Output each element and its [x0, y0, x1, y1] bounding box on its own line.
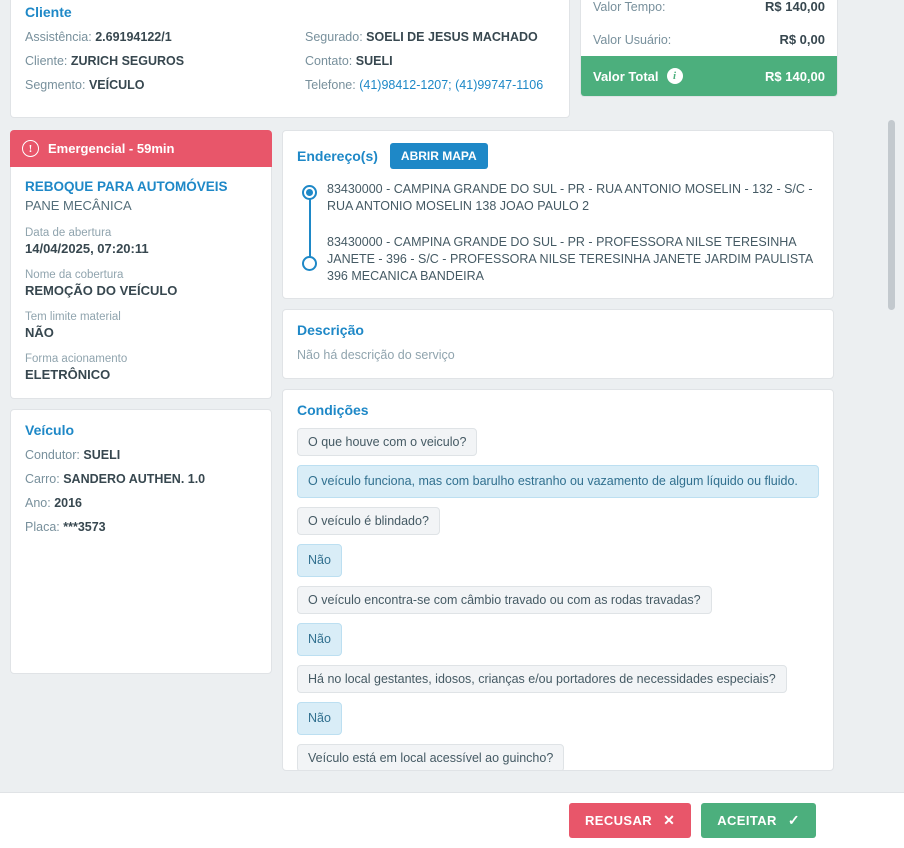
client-field-contato	[305, 54, 555, 68]
client-field-segmento-label: Segmento:	[25, 78, 86, 92]
condition-question: O veículo é blindado?	[297, 507, 440, 535]
vehicle-field-carro-value: SANDERO AUTHEN. 1.0	[63, 472, 206, 486]
vehicle-field-carro-label: Carro:	[25, 472, 60, 486]
content-scrollbar[interactable]	[889, 0, 896, 805]
vehicle-field-ano-label: Ano:	[25, 496, 51, 510]
description-card	[282, 309, 834, 379]
accept-button-label: ACEITAR	[717, 813, 777, 828]
value-total-label: Valor Total	[593, 68, 659, 84]
address-card	[282, 130, 834, 299]
service-field-0-value: 14/04/2025, 07:20:11	[25, 241, 149, 256]
value-row-usuario	[581, 23, 837, 56]
priority-badge-label: Emergencial - 59min	[48, 141, 175, 156]
client-fields-left	[25, 30, 305, 102]
condition-answer: Não	[297, 544, 342, 577]
vehicle-card	[10, 409, 272, 674]
client-field-assistencia-value: 2.69194122/1	[95, 30, 172, 44]
details-row	[0, 118, 904, 771]
value-row-tempo-amount: R$ 140,00	[765, 0, 825, 14]
vehicle-field-ano	[25, 496, 257, 510]
client-field-cliente-label: Cliente:	[25, 54, 68, 68]
client-field-cliente-value: ZURICH SEGUROS	[70, 54, 185, 68]
condition-answer: O veículo funciona, mas com barulho estranho ou vazamento de algum líquido ou fluido.	[297, 465, 819, 498]
scrollbar-thumb[interactable]	[888, 120, 895, 310]
values-card	[580, 0, 838, 97]
client-fields-right	[305, 30, 555, 102]
value-total-amount: R$ 140,00	[765, 68, 825, 84]
service-card	[10, 167, 272, 399]
description-text: Não há descrição do serviço	[297, 348, 455, 363]
vehicle-field-ano-value: 2016	[54, 496, 83, 510]
service-subtitle: PANE MECÂNICA	[25, 198, 132, 213]
service-field-1-label: Nome da cobertura	[25, 269, 124, 281]
condition-question: Há no local gestantes, idosos, crianças e/ou portadores de necessidades especiais?	[297, 665, 787, 693]
check-icon: ✓	[787, 812, 800, 828]
vehicle-field-condutor-label: Condutor:	[25, 448, 80, 462]
conditions-section-title: Condições	[297, 402, 369, 419]
vehicle-field-placa-value: ***3573	[63, 520, 106, 534]
condition-question: O que houve com o veiculo?	[297, 428, 477, 456]
address-item-origin: 83430000 - CAMPINA GRANDE DO SUL - PR - RUA ANTONIO MOSELIN - 132 - S/C - RUA ANTONIO MOSELIN 138 JOAO PAULO 2	[327, 182, 813, 213]
vehicle-field-carro	[25, 472, 257, 486]
condition-answer: Não	[297, 702, 342, 735]
summary-row	[0, 0, 904, 118]
client-field-assistencia-label: Assistência:	[25, 30, 92, 44]
service-field-2-value: NÃO	[25, 325, 54, 340]
value-row-tempo-label: Valor Tempo:	[593, 0, 666, 14]
client-field-telefone	[305, 78, 555, 92]
accept-button[interactable]	[701, 803, 816, 838]
refuse-button-label: RECUSAR	[585, 813, 653, 828]
client-field-segurado-label: Segurado:	[305, 30, 363, 44]
origin-marker-icon	[302, 185, 317, 200]
vehicle-field-placa	[25, 520, 257, 534]
client-field-segurado	[305, 30, 555, 44]
value-row-tempo	[581, 0, 837, 23]
client-card	[10, 0, 570, 118]
client-field-segmento	[25, 78, 305, 92]
client-field-segurado-value: SOELI DE JESUS MACHADO	[366, 30, 538, 44]
client-field-assistencia	[25, 30, 305, 44]
condition-question: Veículo está em local acessível ao guincho?	[297, 744, 564, 772]
value-total-row	[581, 56, 837, 96]
client-section-title: Cliente	[25, 4, 72, 20]
service-title: REBOQUE PARA AUTOMÓVEIS	[25, 179, 228, 194]
client-field-segmento-value: VEÍCULO	[88, 78, 145, 92]
route-rail	[297, 181, 327, 284]
refuse-button[interactable]	[569, 803, 691, 838]
condition-answer: Não	[297, 623, 342, 656]
vehicle-field-condutor-value: SUELI	[83, 448, 121, 462]
service-field-2-label: Tem limite material	[25, 311, 121, 323]
service-field-3-label: Forma acionamento	[25, 353, 128, 365]
action-footer	[0, 792, 904, 848]
close-icon: ✕	[663, 812, 676, 828]
service-field-1-value: REMOÇÃO DO VEÍCULO	[25, 283, 178, 298]
value-row-usuario-label: Valor Usuário:	[593, 32, 672, 47]
left-column	[10, 130, 272, 674]
value-row-usuario-amount: R$ 0,00	[779, 32, 825, 47]
condition-question: O veículo encontra-se com câmbio travado ou com as rodas travadas?	[297, 586, 712, 614]
info-icon[interactable]: i	[667, 68, 683, 84]
vehicle-field-condutor	[25, 448, 257, 462]
vehicle-section-title: Veículo	[25, 422, 75, 438]
service-field-0-label: Data de abertura	[25, 227, 112, 239]
destination-marker-icon	[302, 256, 317, 271]
description-section-title: Descrição	[297, 322, 364, 339]
client-field-telefone-value[interactable]: (41)98412-1207; (41)99747-1106	[359, 78, 544, 92]
right-column	[282, 130, 834, 771]
address-section-title: Endereço(s)	[297, 148, 378, 164]
conditions-card	[282, 389, 834, 771]
address-item-destination: 83430000 - CAMPINA GRANDE DO SUL - PR - PROFESSORA NILSE TERESINHA JANETE - 396 - S/C - PROFESSORA NILSE TERESINHA JANETE JARDIM PAULISTA 396 MECANICA BANDEIRA	[327, 234, 813, 283]
priority-badge	[10, 130, 272, 167]
service-field-3-value: ELETRÔNICO	[25, 367, 111, 382]
vehicle-field-placa-label: Placa:	[25, 520, 60, 534]
exclamation-icon: !	[22, 140, 39, 157]
open-map-button[interactable]: ABRIR MAPA	[390, 143, 488, 169]
client-field-contato-label: Contato:	[305, 54, 353, 68]
client-field-contato-value: SUELI	[355, 54, 393, 68]
client-field-telefone-label: Telefone:	[305, 78, 356, 92]
client-field-cliente	[25, 54, 305, 68]
